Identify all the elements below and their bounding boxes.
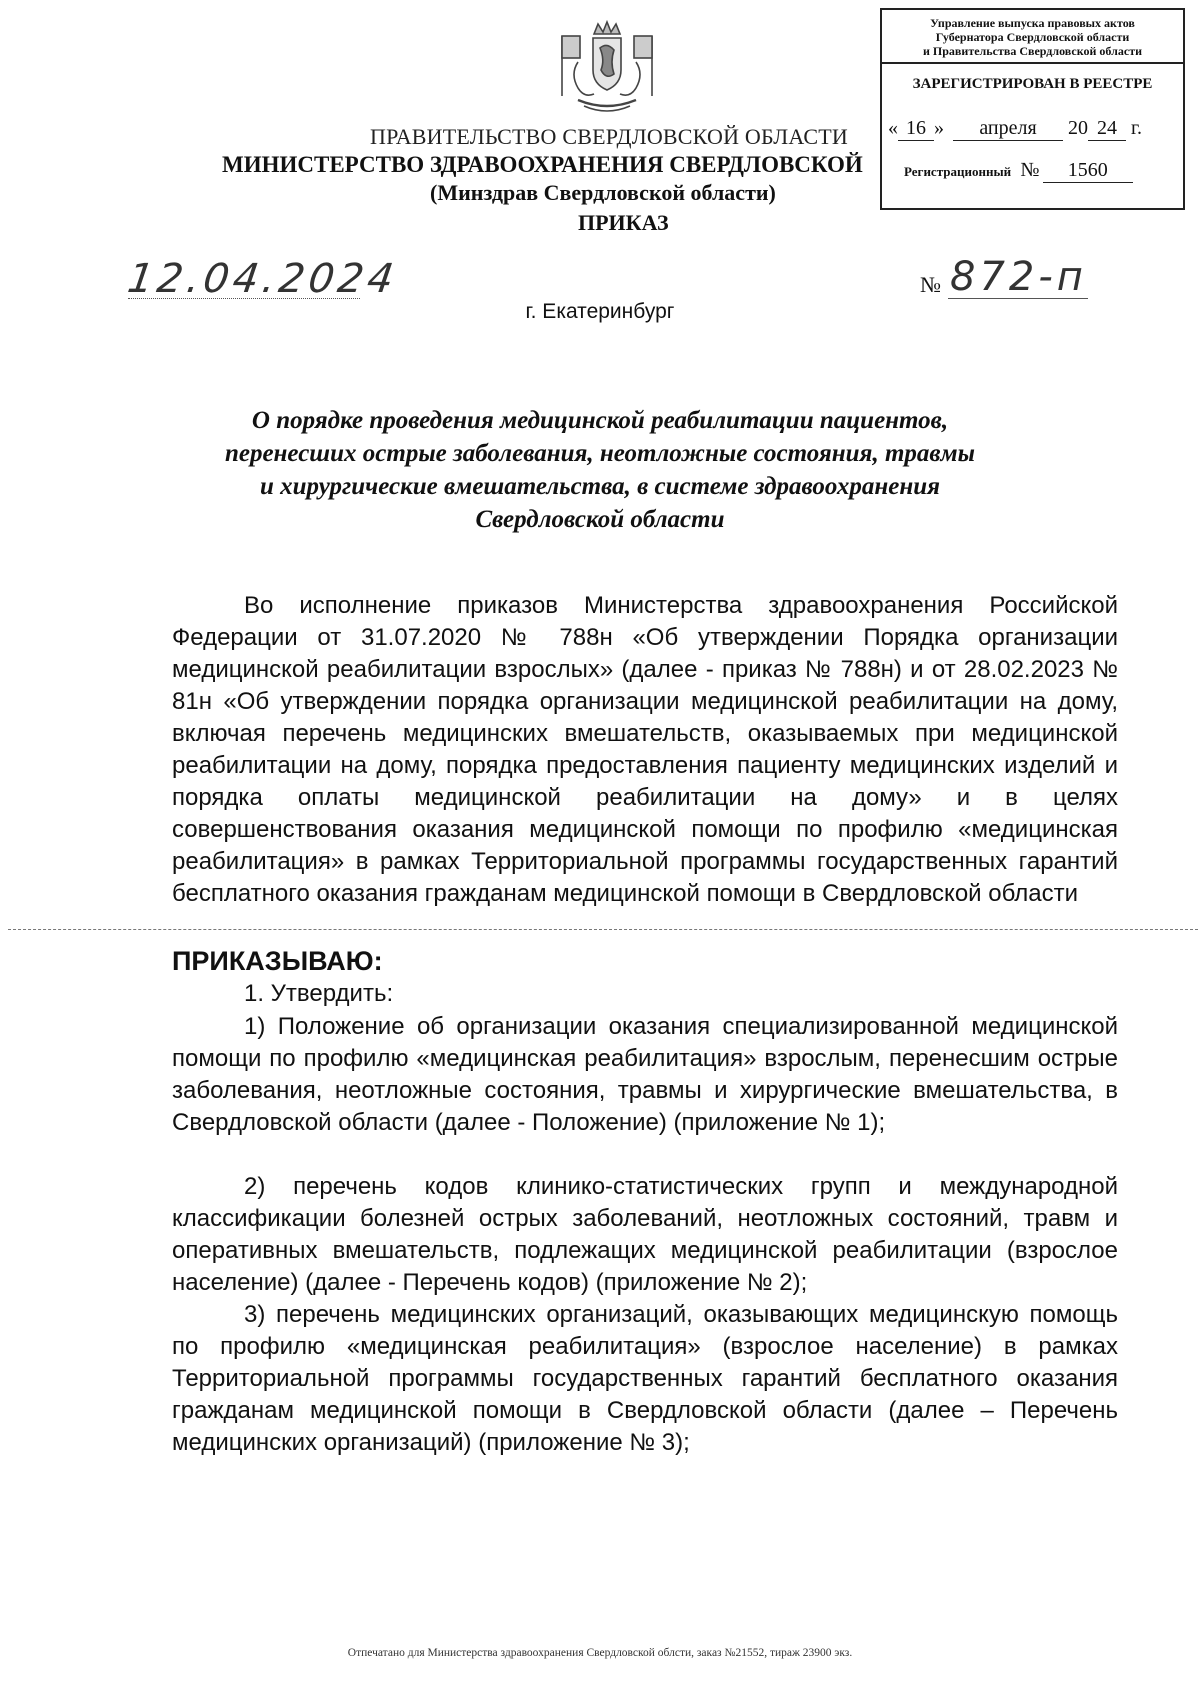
order-item: 3) перечень медицинских организаций, оказывающих медицинскую помощь по профилю «медицинская реабилитация» (взрослое население) в рамках Территориальной программы государственных гарантий бесплатного оказания гражданам медицинской помощи в Свердловской области (далее – Перечень медицинских организаций) (приложение № 3); <box>172 1301 1118 1456</box>
preamble-paragraph: Во исполнение приказов Министерства здравоохранения Российской Федерации от 31.07.2020 № 788н «Об утверждении Порядка организации медицинской реабилитации взрослых» (далее - приказ № 788н) и от 28.02.2023 № 81н «Об утверждении порядка организации медицинской реабилитации на дому, включая перечень медицинских вмешательств, оказываемых при медицинской реабилитации на дому, порядка предоставления пациенту медицинских изделий и порядка оплаты медицинской реабилитации на дому» и в целях совершенствования оказания медицинской помощи по профилю «медицинская реабилитация» в рамках Территориальной программы государственных гарантий бесплатного оказания гражданам медицинской помощи в Свердловской области <box>172 592 1118 907</box>
document-type: ПРИКАЗ <box>578 210 669 235</box>
coat-of-arms-emblem <box>548 18 666 116</box>
stamp-year-prefix: 20 <box>1068 117 1088 139</box>
stamp-reg-number-row <box>882 159 1183 183</box>
order-date-handwritten: 12.04.2024 <box>124 256 401 302</box>
stamp-close-quote: » <box>934 117 944 139</box>
stamp-header-line: и Правительства Свердловской области <box>923 44 1142 58</box>
title-line: и хирургические вмешательства, в системе здравоохранения <box>259 473 941 500</box>
document-title <box>130 404 1070 536</box>
ministry-header: МИНИСТЕРСТВО ЗДРАВООХРАНЕНИЯ СВЕРДЛОВСКОЙ <box>222 152 863 177</box>
stamp-reg-number: 1560 <box>1043 159 1133 183</box>
stamp-date <box>882 117 1183 141</box>
stamp-month: апреля <box>953 117 1063 141</box>
date-underline <box>128 298 360 299</box>
title-line: Свердловской области <box>475 506 725 533</box>
stamp-num-sign: № <box>1020 159 1040 181</box>
order-number-sign: № <box>920 272 941 297</box>
order-item: 1. Утвердить: <box>244 980 394 1007</box>
stamp-year-suffix: 24 <box>1088 117 1126 141</box>
title-line: О порядке проведения медицинской реабилитации пациентов, <box>251 407 949 434</box>
stamp-day: 16 <box>898 117 934 141</box>
registration-stamp <box>880 8 1185 210</box>
ministry-short-name: (Минздрав Свердловской области) <box>430 180 776 205</box>
order-word: ПРИКАЗЫВАЮ: <box>172 946 383 976</box>
stamp-header-line: Губернатора Свердловской области <box>935 30 1130 44</box>
stamp-header-line: Управление выпуска правовых актов <box>930 16 1135 30</box>
separator-line <box>8 929 1198 930</box>
government-header: ПРАВИТЕЛЬСТВО СВЕРДЛОВСКОЙ ОБЛАСТИ <box>370 124 848 149</box>
stamp-open-quote: « <box>888 117 898 139</box>
order-number-handwritten: 872-п <box>950 254 1087 300</box>
stamp-header <box>882 10 1183 64</box>
order-item: 2) перечень кодов клинико-статистических групп и международной классификации болезней острых заболеваний, неотложных состояний, травм и оперативных вмешательств, подлежащих медицинской реабилитации (взрослое население) (далее - Перечень кодов) (приложение № 2); <box>172 1173 1118 1296</box>
stamp-registered-label: ЗАРЕГИСТРИРОВАН В РЕЕСТРЕ <box>912 76 1153 92</box>
city-line: г. Екатеринбург <box>525 300 675 323</box>
stamp-reg-label: Регистрационный <box>904 164 1012 179</box>
order-item: 1) Положение об организации оказания специализированной медицинской помощи по профилю «медицинская реабилитация» взрослым, перенесшим острые заболевания, неотложные состояния, травмы и хирургические вмешательства, в Свердловской области (далее - Положение) (приложение № 1); <box>172 1013 1118 1136</box>
number-underline <box>948 298 1088 299</box>
title-line: перенесших острые заболевания, неотложные состояния, травмы <box>224 440 976 467</box>
print-footer: Отпечатано для Министерства здравоохранения Свердловской облсти, заказ №21552, тираж 23900 экз. <box>347 1647 853 1659</box>
stamp-year-unit: г. <box>1131 117 1142 139</box>
